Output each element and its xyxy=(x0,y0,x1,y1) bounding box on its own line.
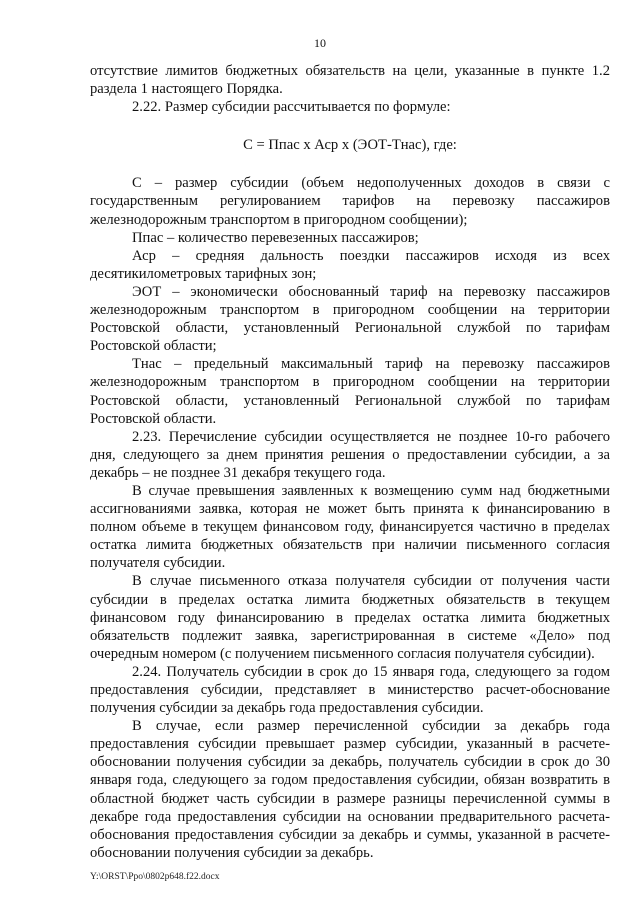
file-path-footer: Y:\ORST\Ppo\0802p648.f22.docx xyxy=(90,872,220,882)
paragraph-2-23: 2.23. Перечисление субсидии осуществляется не позднее 10-го рабочего дня, следующего за днем принятия решения о предоставлении субсидии, а за декабрь – не позднее 31 декабря текущего года. xyxy=(90,428,610,481)
paragraph-2-24: 2.24. Получатель субсидии в срок до 15 января года, следующего за годом предоставления субсидии, представляет в министерство расчет-обоснование получения субсидии за декабрь года предоставления субсидии. xyxy=(90,663,610,717)
definition-tnas: Тнас – предельный максимальный тариф на перевозку пассажиров железнодорожным транспортом в пригородном сообщении на территории Ростовской области, установленный Региональной службой по тарифам Ростовской области. xyxy=(90,356,610,427)
definition-eot: ЭОТ – экономически обоснованный тариф на перевозку пассажиров железнодорожным транспортом в пригородном сообщении на территории Ростовской области, установленный Региональной службой по тарифам Ростовской области; xyxy=(90,283,610,355)
paragraph-continuation: отсутствие лимитов бюджетных обязательств на цели, указанные в пункте 1.2 раздела 1 настоящего Порядка. xyxy=(90,63,610,98)
subsidy-formula: С = Ппас x Аср x (ЭОТ-Тнас), где: xyxy=(243,137,457,154)
paragraph-written-refusal: В случае письменного отказа получателя субсидии от получения части субсидии в пределах остатка лимита бюджетных обязательств в текущем финансовом году финансированию в пределах остатка лимита бюджетных обязательств подлежит заявка, зарегистрированная в системе «Дело» под очередным номером (с получением письменного согласия получателя субсидии). xyxy=(90,573,610,662)
definition-c: С – размер субсидии (объем недополученных доходов в связи с государственным регулированием тарифов на перевозку пассажиров железнодорожным транспортом в пригородном сообщении); xyxy=(90,175,610,228)
paragraph-2-22: 2.22. Размер субсидии рассчитывается по формуле: xyxy=(132,99,451,116)
page-number: 10 xyxy=(314,36,326,50)
definition-ppas: Ппас – количество перевезенных пассажиров; xyxy=(132,229,419,246)
definition-asr: Аср – средняя дальность поездки пассажиров исходя из всех десятикилометровых тарифных зон; xyxy=(90,247,610,282)
paragraph-refund: В случае, если размер перечисленной субсидии за декабрь года предоставления субсидии превышает размер субсидии, указанный в расчете-обосновании получения субсидии за декабрь, получатель субсидии в срок до 30 января года, следующего за годом предоставления субсидии, обязан возвратить в областной бюджет часть субсидии в размере разницы перечисленной суммы в декабре года предоставления субсидии на основании предварительного расчета-обоснования предоставления субсидии за декабрь и суммы, указанной в расчете-обосновании получения субсидии за декабрь. xyxy=(90,718,610,861)
paragraph-excess-claims: В случае превышения заявленных к возмещению сумм над бюджетными ассигнованиями заявка, которая не может быть принята к финансированию в полном объеме в текущем финансовом году, финансируется частично в пределах остатка лимита бюджетных обязательств при наличии письменного согласия получателя субсидии. xyxy=(90,482,610,572)
document-body xyxy=(90,62,610,862)
